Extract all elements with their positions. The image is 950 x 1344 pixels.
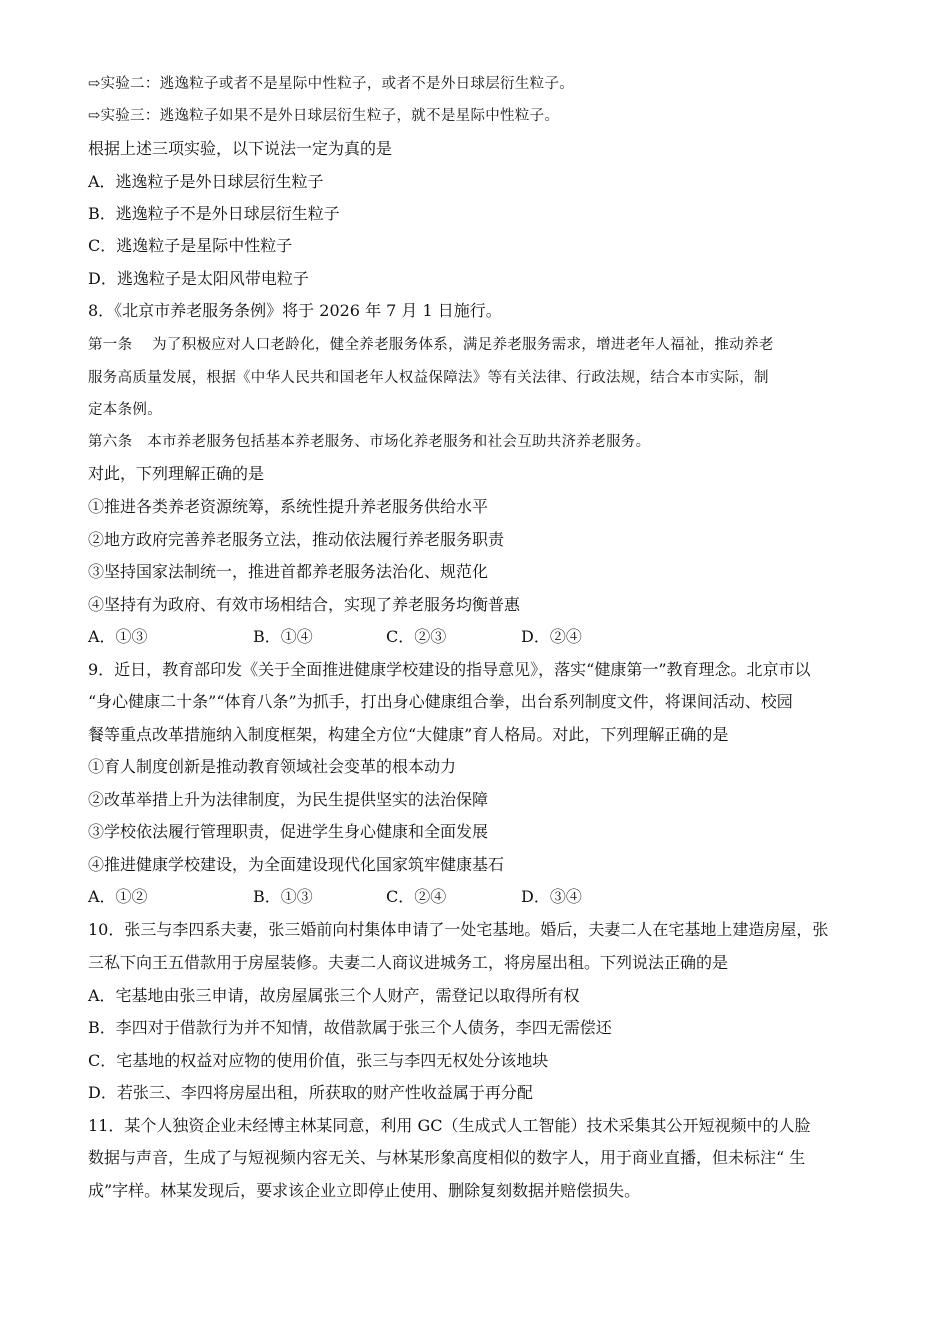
option-c: C．逃逸粒子是星际中性粒子	[88, 236, 293, 255]
q9-item-2: ②改革举措上升为法律制度，为民生提供坚实的法治保障	[88, 790, 489, 809]
q9-choice-c: C．②④	[386, 887, 447, 906]
q10-line-2: 三私下向王五借款用于房屋装修。夫妻二人商议进城务工，将房屋出租。下列说法正确的是	[88, 953, 729, 972]
q9-line-1: 9．近日，教育部印发《关于全面推进健康学校建设的指导意见》，落实“健康第一”教育理念。北京市以	[88, 660, 811, 679]
q10-option-a: A．宅基地由张三申请，故房屋属张三个人财产，需登记以取得所有权	[88, 986, 580, 1005]
q8-item-4: ④坚持有为政府、有效市场相结合，实现了养老服务均衡普惠	[88, 595, 521, 614]
q8-article1-line2: 服务高质量发展，根据《中华人民共和国老年人权益保障法》等有关法律、行政法规，结合本市实际，制	[88, 370, 769, 386]
experiment-three: ⇨实验三：逃逸粒子如果不是外日球层衍生粒子，就不是星际中性粒子。	[88, 108, 560, 124]
q8-choice-a: A．①③	[88, 627, 148, 646]
q9-line-3: 餐等重点改革措施纳入制度框架，构建全方位“大健康”育人格局。对此，下列理解正确的是	[88, 725, 729, 744]
q8-choice-c: C．②③	[386, 627, 447, 646]
q11-line-3: 成”字样。林某发现后，要求该企业立即停止使用、删除复刻数据并赔偿损失。	[88, 1181, 641, 1200]
q9-choice-b: B．①③	[253, 887, 313, 906]
q10-option-c: C．宅基地的权益对应物的使用价值，张三与李四无权处分该地块	[88, 1051, 549, 1070]
question-stem: 根据上述三项实验，以下说法一定为真的是	[88, 139, 393, 158]
option-a: A．逃逸粒子是外日球层衍生粒子	[88, 172, 324, 191]
q10-option-b: B．李四对于借款行为并不知情，故借款属于张三个人债务，李四无需偿还	[88, 1018, 612, 1037]
q9-item-4: ④推进健康学校建设，为全面建设现代化国家筑牢健康基石	[88, 855, 505, 874]
q10-option-d: D．若张三、李四将房屋出租，所获取的财产性收益属于再分配	[88, 1083, 533, 1102]
q9-item-3: ③学校依法履行管理职责，促进学生身心健康和全面发展	[88, 822, 489, 841]
q8-item-2: ②地方政府完善养老服务立法，推动依法履行养老服务职责	[88, 530, 505, 549]
q9-choice-a: A．①②	[88, 887, 148, 906]
q8-choice-b: B．①④	[253, 627, 313, 646]
q11-line-1: 11．某个人独资企业未经博主林某同意，利用 GC（生成式人工智能）技术采集其公开短视频中的人脸	[88, 1116, 811, 1135]
q9-item-1: ①育人制度创新是推动教育领域社会变革的根本动力	[88, 757, 457, 776]
option-d: D．逃逸粒子是太阳风带电粒子	[88, 269, 309, 288]
q8-article1-line1: 第一条 为了积极应对人口老龄化，健全养老服务体系，满足养老服务需求，增进老年人福祉，推动养老	[88, 337, 774, 353]
option-b: B．逃逸粒子不是外日球层衍生粒子	[88, 204, 340, 223]
q8-title: 8．《北京市养老服务条例》将于 2026 年 7 月 1 日施行。	[88, 301, 502, 320]
q10-line-1: 10．张三与李四系夫妻，张三婚前向村集体申请了一处宅基地。婚后，夫妻二人在宅基地上建造房屋，张	[88, 920, 829, 939]
q8-stem: 对此，下列理解正确的是	[88, 464, 265, 483]
q8-choice-d: D．②④	[521, 627, 582, 646]
q8-item-3: ③坚持国家法制统一，推进首都养老服务法治化、规范化	[88, 562, 489, 581]
q8-article6: 第六条 本市养老服务包括基本养老服务、市场化养老服务和社会互助共济养老服务。	[88, 434, 651, 450]
q8-item-1: ①推进各类养老资源统筹，系统性提升养老服务供给水平	[88, 497, 489, 516]
q9-choice-d: D．③④	[521, 887, 582, 906]
q9-line-2: “身心健康二十条”“体育八条”为抓手，打出身心健康组合拳，出台系列制度文件，将课间活动、校园	[88, 692, 793, 711]
q11-line-2: 数据与声音，生成了与短视频内容无关、与林某形象高度相似的数字人，用于商业直播，但未标注“ 生	[88, 1148, 806, 1167]
experiment-two: ⇨实验二：逃逸粒子或者不是星际中性粒子，或者不是外日球层衍生粒子。	[88, 76, 575, 92]
q8-article1-line3: 定本条例。	[88, 402, 162, 418]
